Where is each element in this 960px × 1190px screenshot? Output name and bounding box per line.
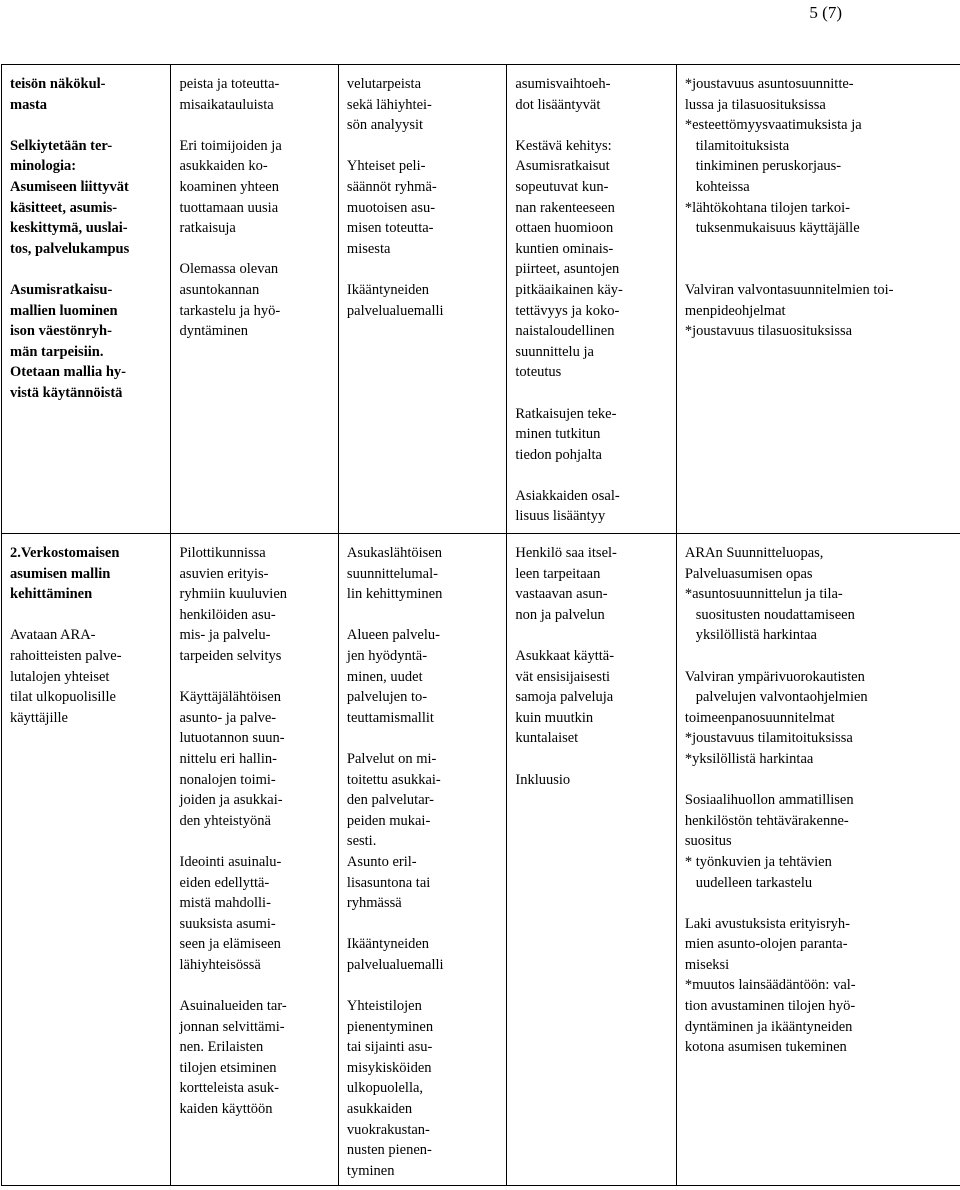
cell-line: Asumisratkaisu- [10, 281, 113, 298]
cell-line: nan rakenteeseen [515, 199, 615, 216]
cell-line: vistä käytännöistä [10, 384, 123, 401]
cell-line: *joustavuus asuntosuunnitte- [684, 76, 854, 92]
cell-line: käsitteet, asumis- [10, 199, 118, 216]
cell-line: muotoisen asu- [346, 199, 436, 216]
cell-line: leen tarpeitaan [515, 565, 601, 582]
cell-line: Ikääntyneiden [346, 936, 430, 953]
cell-line: mallien luominen [10, 302, 118, 319]
line-spacer [347, 728, 498, 749]
cell-line: miseksi [684, 956, 730, 973]
cell-line: pienentyminen [346, 1018, 434, 1035]
cell-line: Alueen palvelu- [346, 627, 440, 644]
table-cell [2, 65, 171, 534]
line-spacer [515, 465, 667, 486]
line-spacer [10, 605, 162, 626]
cell-line: nusten pienen- [346, 1142, 432, 1159]
line-spacer [347, 136, 498, 157]
cell-line: ulkopuolella, [346, 1080, 424, 1097]
cell-line: tarpeiden selvitys [179, 647, 282, 664]
cell-line: palvelualuemalli [346, 956, 444, 973]
cell-line: Inkluusio [515, 771, 571, 788]
line-spacer [685, 770, 960, 791]
cell-line: Palvelut on mi- [346, 750, 437, 767]
line-spacer [685, 893, 960, 914]
cell-line: den palvelutar- [346, 792, 434, 809]
cell-line: kuntalaiset [515, 730, 579, 747]
cell-line: tos, palvelukampus [10, 240, 130, 257]
table-cell [2, 534, 171, 1186]
cell-line: tinkiminen peruskorjaus- [684, 158, 842, 175]
cell-line: lutalojen yhteiset [10, 668, 110, 685]
table-cell [507, 534, 676, 1186]
cell-line: lutuotannon suun- [179, 730, 285, 747]
cell-line: asumisvaihtoeh- [515, 76, 611, 92]
cell-line: dot lisääntyvät [515, 96, 601, 113]
cell-line: kohteissa [684, 178, 750, 195]
cell-line: seen ja elämiseen [179, 936, 281, 953]
cell-line: mien asunto-olojen parantа- [684, 936, 848, 953]
cell-line: kotona asumisen tukeminen [684, 1039, 847, 1056]
cell-line: Yhteiset peli- [346, 158, 426, 175]
line-spacer [685, 646, 960, 667]
cell-line: ryhmiin kuuluvien [179, 586, 288, 603]
cell-line: naistaloudellinen [515, 323, 615, 340]
cell-line: mis- ja palvelu- [179, 627, 271, 644]
cell-line: *esteettömyysvaatimuksista ja [684, 117, 862, 134]
line-spacer [10, 115, 162, 136]
line-spacer [515, 749, 667, 770]
cell-line: nen. Erilaisten [179, 1039, 264, 1056]
cell-line: asukkaiden [346, 1101, 413, 1118]
cell-line: tiedon pohjalta [515, 446, 602, 463]
cell-line: toitettu asukkai- [346, 771, 441, 788]
line-spacer [347, 975, 498, 996]
table-cell [338, 534, 506, 1186]
strategy-table [1, 64, 960, 1186]
cell-line: Asukaslähtöisen [346, 545, 442, 561]
cell-line: Ratkaisujen teke- [515, 405, 617, 422]
cell-line: den yhteistyönä [179, 812, 271, 829]
cell-line: palvelujen valvontaohjelmien [684, 689, 868, 706]
cell-line: Asunto eril- [346, 853, 417, 870]
cell-line: masta [10, 96, 48, 113]
cell-line: misen toteutta- [346, 220, 434, 237]
cell-line: samoja palveluja [515, 689, 614, 706]
cell-line: Olemassa olevan [179, 261, 279, 278]
table-cell [676, 534, 960, 1186]
cell-line: kortteleista asuk- [179, 1080, 279, 1097]
cell-line: asunto- ja palve- [179, 709, 277, 726]
cell-line: yksilöllistä harkintaa [684, 627, 817, 644]
cell-line: teisön näkökul- [10, 76, 106, 92]
cell-line: asuvien erityis- [179, 565, 269, 582]
cell-line: piirteet, asuntojen [515, 261, 620, 278]
cell-line: mistä mahdolli- [179, 895, 271, 912]
cell-line: toteutus [515, 364, 562, 381]
cell-line: ottaen huomioon [515, 220, 614, 237]
cell-line: lussa ja tilasuosituksissa [684, 96, 826, 113]
cell-line: Palveluasumisen opas [684, 565, 813, 582]
cell-line: Asuinalueiden tar- [179, 998, 287, 1015]
cell-line: tettävyys ja koko- [515, 302, 620, 319]
cell-line: minologia: [10, 158, 77, 175]
cell-line: suositusten noudattamiseen [684, 606, 855, 623]
cell-line: Sosiaalihuollon ammatillisen [684, 792, 854, 809]
cell-line: *lähtökohtana tilojen tarkoi- [684, 199, 850, 216]
cell-line: menpideohjelmat [684, 302, 786, 319]
cell-line: dyntäminen [179, 323, 248, 340]
cell-line: Yhteistilojen [346, 998, 422, 1015]
line-spacer [179, 831, 329, 852]
cell-line: jen hyödyntä- [346, 647, 428, 664]
cell-line: Ikääntyneiden [346, 281, 430, 298]
cell-line: tarkastelu ja hyö- [179, 302, 281, 319]
cell-line: peiden mukai- [346, 812, 431, 829]
cell-line: non ja palvelun [515, 606, 605, 623]
cell-line: tilat ulkopuolisille [10, 689, 116, 706]
page-number: 5 (7) [809, 3, 842, 22]
cell-line: Avataan ARA- [10, 627, 96, 644]
line-spacer [515, 383, 667, 404]
cell-line: Käyttäjälähtöisen [179, 689, 281, 706]
cell-line: jonnan selvittämi- [179, 1018, 285, 1035]
cell-line: *muutos lainsäädäntöön: val- [684, 977, 856, 994]
cell-line: Asiakkaiden osal- [515, 487, 620, 504]
line-spacer [685, 259, 960, 280]
cell-line: tuksenmukaisuus käyttäjälle [684, 220, 860, 237]
cell-line: henkilöiden asu- [179, 606, 276, 623]
cell-line: *joustavuus tilasuosituksissa [684, 323, 853, 340]
cell-line: Ideointi asuinalu- [179, 853, 282, 870]
line-spacer [515, 625, 667, 646]
cell-line: nittelu eri hallin- [179, 750, 277, 767]
table-cell [676, 65, 960, 534]
cell-line: asumisen mallin [10, 565, 111, 582]
cell-line: Kestävä kehitys: [515, 137, 612, 154]
cell-line: Valviran ympärivuorokautisten [684, 668, 865, 685]
line-spacer [179, 115, 329, 136]
cell-line: vastaavan asun- [515, 586, 608, 603]
cell-line: minen tutkitun [515, 426, 601, 443]
table-row [2, 65, 960, 534]
table-cell [507, 65, 676, 534]
cell-line: suunnittelu ja [515, 343, 594, 360]
cell-line: tuottamaan uusia [179, 199, 279, 216]
cell-line: ison väestönryh- [10, 323, 112, 340]
line-spacer [347, 259, 498, 280]
cell-line: teuttamismallit [346, 709, 434, 726]
cell-line: suunnittelumal- [346, 565, 438, 582]
line-spacer [179, 667, 329, 688]
cell-line: sesti. [346, 833, 377, 850]
line-spacer [10, 259, 162, 280]
cell-line: misykisköiden [346, 1059, 432, 1076]
cell-line: Otetaan mallia hy- [10, 364, 126, 381]
table-cell [338, 65, 506, 534]
cell-line: toimeenpanosuunnitelmat [684, 709, 835, 726]
cell-line: tilamitoituksista [684, 137, 790, 154]
cell-line: lisasuntona tai [346, 874, 431, 891]
cell-line: rahoitteisten palve- [10, 647, 122, 664]
cell-line: uudelleen tarkastelu [684, 874, 813, 891]
cell-line: lin kehittyminen [346, 586, 443, 603]
cell-line: vät ensisijaisesti [515, 668, 611, 685]
line-spacer [179, 239, 329, 260]
cell-line: koaminen yhteen [179, 178, 279, 195]
line-spacer [347, 605, 498, 626]
cell-line: eiden edellyttä- [179, 874, 270, 891]
cell-line: tai sijainti asu- [346, 1039, 433, 1056]
cell-line: velutarpeista [346, 76, 422, 92]
cell-line: henkilöstön tehtävärakenne- [684, 812, 849, 829]
line-spacer [515, 115, 667, 136]
cell-line: *asuntosuunnittelun ja tila- [684, 586, 843, 603]
cell-line: asukkaiden ko- [179, 158, 268, 175]
cell-line: säännöt ryhmä- [346, 178, 437, 195]
cell-line: 2.Verkostomaisen [10, 545, 120, 561]
cell-line: kehittäminen [10, 586, 93, 603]
cell-line: tion avustaminen tilojen hyö- [684, 998, 856, 1015]
cell-line: lähiyhteisössä [179, 956, 261, 973]
cell-line: minen, uudet [346, 668, 423, 685]
table-row [2, 534, 960, 1186]
cell-line: tilojen etsiminen [179, 1059, 277, 1076]
cell-line: dyntäminen ja ikääntyneiden [684, 1018, 853, 1035]
cell-line: sön analyysit [346, 117, 424, 134]
cell-line: sekä lähiyhtei- [346, 96, 432, 113]
cell-line: tyminen [346, 1162, 395, 1179]
cell-line: Eri toimijoiden ja [179, 137, 282, 154]
cell-line: keskittymä, uuslai- [10, 220, 128, 237]
line-spacer [685, 239, 960, 260]
cell-line: kuin muutkin [515, 709, 594, 726]
cell-line: ARAn Suunnitteluopas, [684, 545, 824, 561]
cell-line: *joustavuus tilamitoituksissa [684, 730, 853, 747]
cell-line: palvelujen to- [346, 689, 428, 706]
cell-line: asuntokannan [179, 281, 260, 298]
cell-line: Valviran valvontasuunnitelmien toi- [684, 281, 894, 298]
table-cell [171, 65, 338, 534]
cell-line: palvelualuemalli [346, 302, 444, 319]
cell-line: Henkilö saa itsel- [515, 545, 617, 561]
cell-line: vuokrakustan- [346, 1121, 430, 1138]
cell-line: lisuus lisääntyy [515, 508, 606, 525]
cell-line: nonalojen toimi- [179, 771, 276, 788]
cell-line: ryhmässä [346, 895, 402, 912]
cell-line: *yksilöllistä harkintaa [684, 750, 814, 767]
cell-line: sopeutuvat kun- [515, 178, 609, 195]
cell-line: * työnkuvien ja tehtävien [684, 853, 832, 870]
cell-line: Selkiytetään ter- [10, 137, 113, 154]
line-spacer [179, 975, 329, 996]
cell-line: ratkaisuja [179, 220, 236, 237]
cell-line: Asumiseen liittyvät [10, 178, 129, 195]
cell-line: pitkäaikainen käy- [515, 281, 623, 298]
cell-line: Asukkaat käyttä- [515, 647, 615, 664]
cell-line: kaiden käyttöön [179, 1101, 273, 1118]
cell-line: peista ja toteutta- [179, 76, 280, 92]
cell-line: joiden ja asukkai- [179, 792, 283, 809]
table-cell [171, 534, 338, 1186]
cell-line: kuntien ominais- [515, 240, 614, 257]
cell-line: Pilottikunnissa [179, 545, 266, 561]
cell-line: suositus [684, 833, 732, 850]
cell-line: misaikatauluista [179, 96, 274, 113]
cell-line: suuksista asumi- [179, 915, 276, 932]
line-spacer [347, 914, 498, 935]
cell-line: misesta [346, 240, 391, 257]
cell-line: käyttäjille [10, 709, 68, 726]
cell-line: Laki avustuksista erityisryh- [684, 915, 850, 932]
cell-line: män tarpeisiin. [10, 343, 104, 360]
cell-line: Asumisratkaisut [515, 158, 610, 175]
